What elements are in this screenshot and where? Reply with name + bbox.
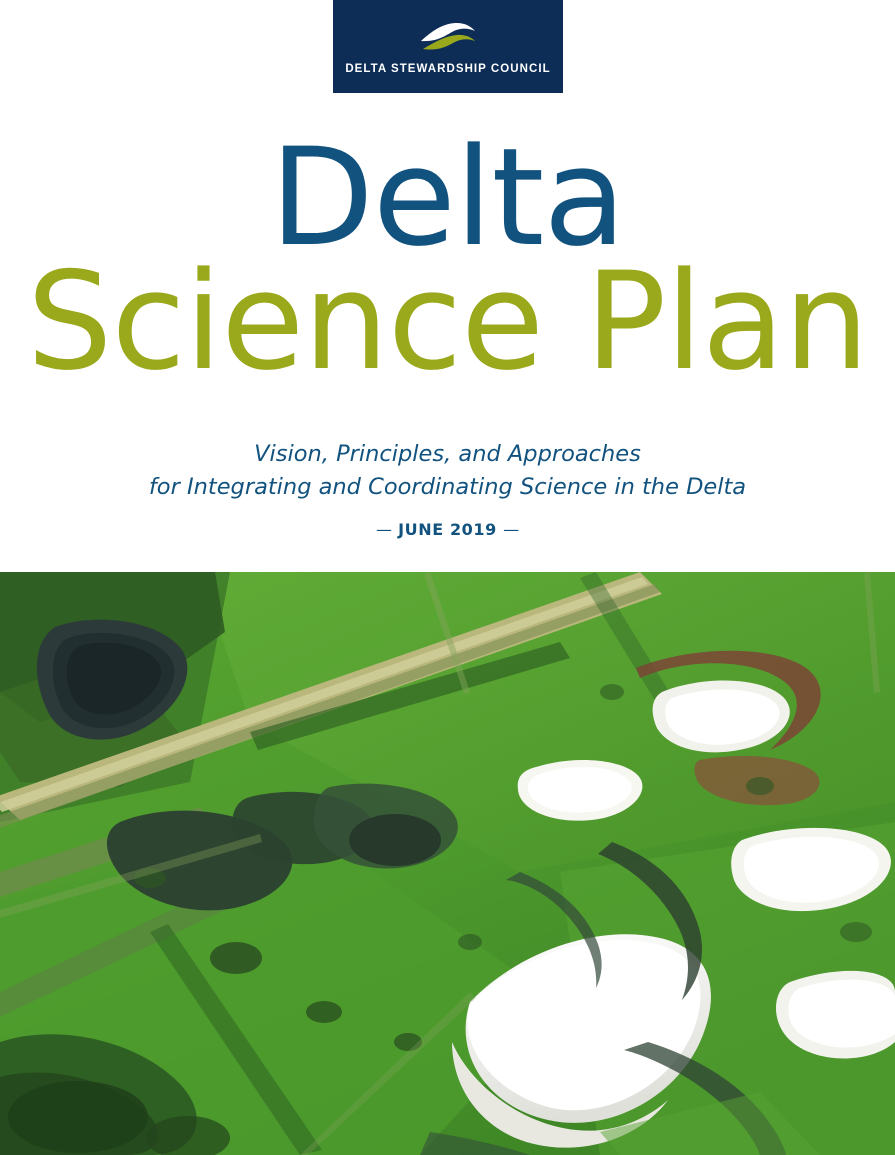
subtitle-line-2: for Integrating and Coordinating Science in the Delta: [148, 473, 747, 500]
title-line-1: Delta: [269, 119, 626, 276]
cover-photo: [0, 572, 895, 1155]
wave-mark-icon: [419, 20, 477, 54]
date-dash-left: —: [375, 520, 392, 539]
subtitle: [0, 438, 895, 503]
title-line-2: Science Plan: [26, 243, 869, 400]
publication-date: [0, 520, 895, 539]
organization-name: DELTA STEWARDSHIP COUNCIL: [345, 63, 551, 75]
date-dash-right: —: [503, 520, 520, 539]
organization-logo-block: [333, 0, 563, 93]
date-text: JUNE 2019: [398, 520, 497, 539]
page-title: [0, 119, 895, 400]
subtitle-line-1: Vision, Principles, and Approaches: [254, 441, 641, 467]
